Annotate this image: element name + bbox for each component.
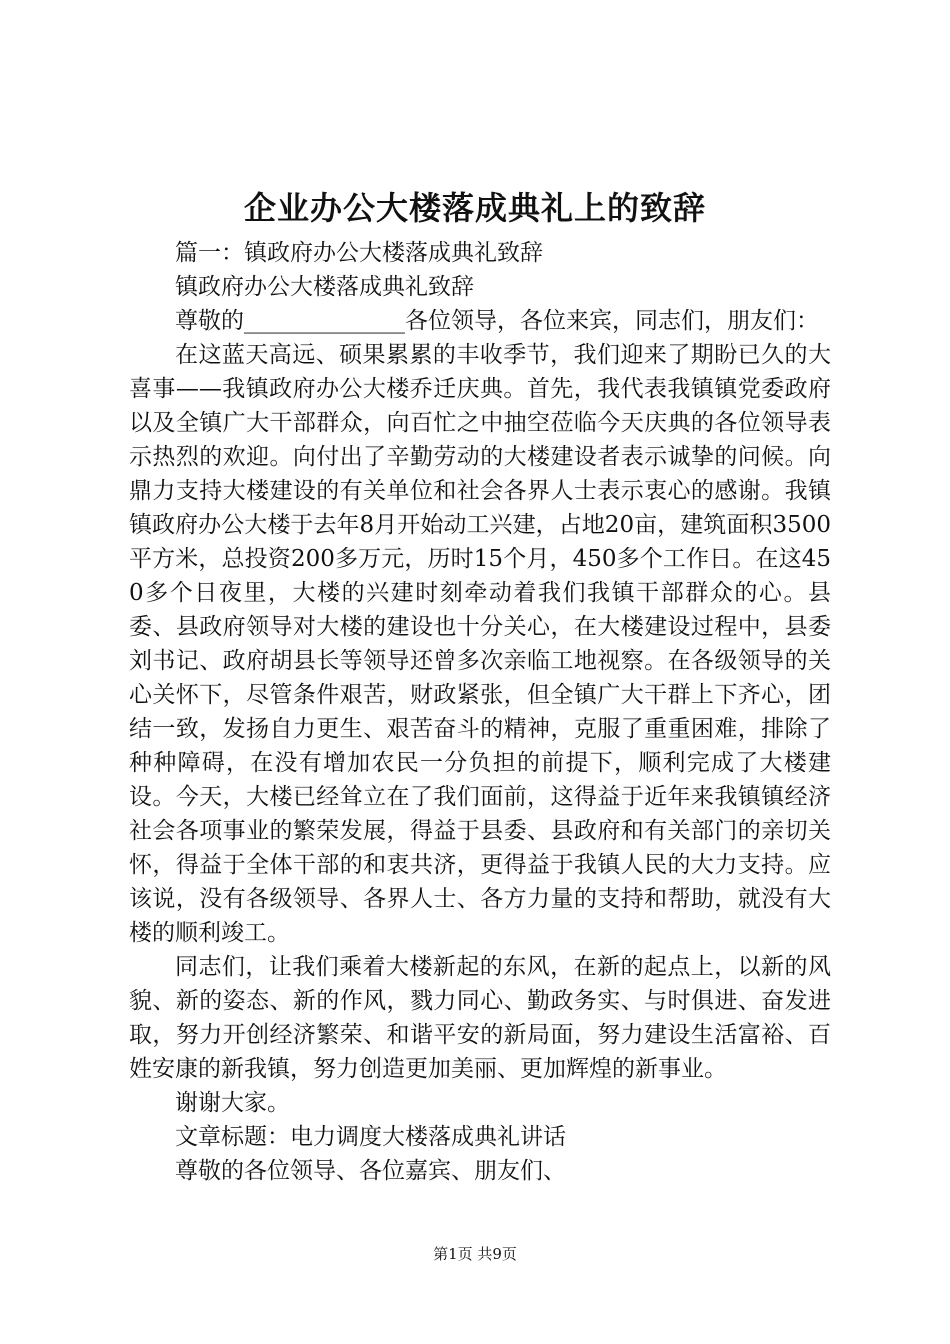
body-paragraph: 同志们，让我们乘着大楼新起的东风，在新的起点上，以新的风貌、新的姿态、新的作风，戮力同心、勤政务实、与时俱进、奋发进取，努力开创经济繁荣、和谐平安的新局面，努力建设生活富裕、百姓安康的新我镇，努力创造更加美丽、更加辉煌的新事业。 — [129, 954, 831, 1082]
salutation: 尊敬的各位领导、各位嘉宾、朋友们、 — [175, 1158, 566, 1184]
closing-thanks: 谢谢大家。 — [175, 1090, 290, 1116]
document-title: 企业办公大楼落成典礼上的致辞 — [243, 189, 706, 227]
salutation: 尊敬的______________各位领导，各位来宾，同志们，朋友们： — [175, 308, 819, 334]
speech-title: 镇政府办公大楼落成典礼致辞 — [175, 274, 474, 300]
page-number-footer: 第1页 共9页 — [433, 1245, 517, 1263]
article-title: 文章标题：电力调度大楼落成典礼讲话 — [175, 1124, 566, 1150]
document-body — [129, 236, 831, 1188]
body-paragraph: 在这蓝天高远、硕果累累的丰收季节，我们迎来了期盼已久的大喜事——我镇政府办公大楼乔迁庆典。首先，我代表我镇镇党委政府以及全镇广大干部群众，向百忙之中抽空莅临今天庆典的各位领导表示热烈的欢迎。向付出了辛勤劳动的大楼建设者表示诚挚的问候。向鼎力支持大楼建设的有关单位和社会各界人士表示衷心的感谢。我镇镇政府办公大楼于去年8月开始动工兴建，占地20亩，建筑面积3500平方米，总投资200多万元，历时15个月，450多个工作日。在这450多个日夜里，大楼的兴建时刻牵动着我们我镇干部群众的心。县委、县政府领导对大楼的建设也十分关心，在大楼建设过程中，县委刘书记、政府胡县长等领导还曾多次亲临工地视察。在各级领导的关心关怀下，尽管条件艰苦，财政紧张，但全镇广大干群上下齐心，团结一致，发扬自力更生、艰苦奋斗的精神，克服了重重困难，排除了种种障碍，在没有增加农民一分负担的前提下，顺利完成了大楼建设。今天，大楼已经耸立在了我们面前，这得益于近年来我镇镇经济社会各项事业的繁荣发展，得益于县委、县政府和有关部门的亲切关怀，得益于全体干部的和衷共济，更得益于我镇人民的大力支持。应该说，没有各级领导、各界人士、各方力量的支持和帮助，就没有大楼的顺利竣工。 — [129, 342, 831, 946]
section-heading: 篇一：镇政府办公大楼落成典礼致辞 — [175, 240, 543, 266]
